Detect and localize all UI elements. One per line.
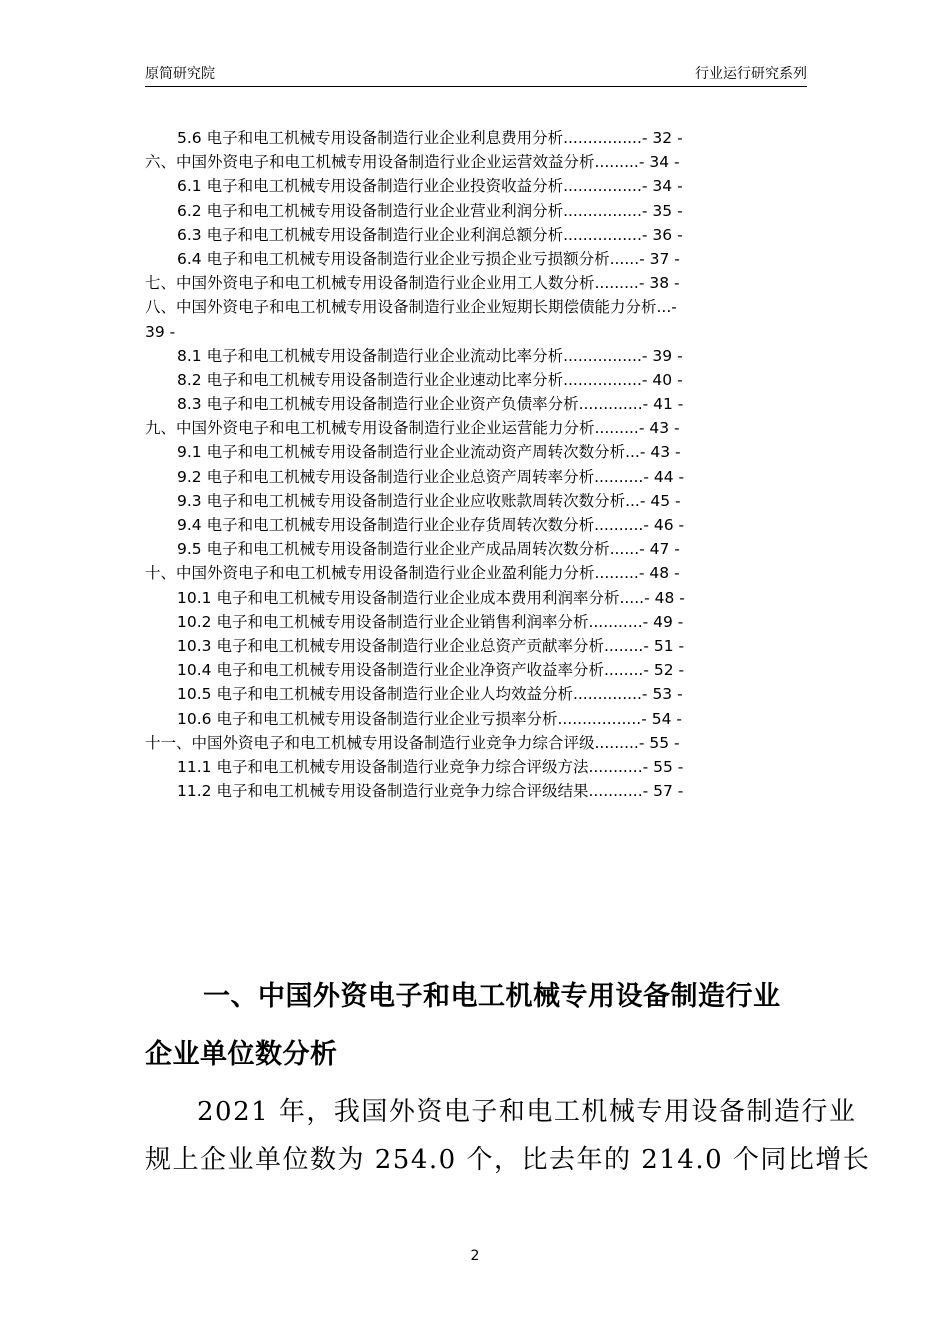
toc-entry[interactable]: 十一、中国外资电子和电工机械专用设备制造行业竞争力综合评级.........- 55 - [145, 733, 680, 752]
toc-entry[interactable]: 10.3 电子和电工机械专用设备制造行业企业总资产贡献率分析........- 51 - [177, 636, 685, 655]
header-series-name: 行业运行研究系列 [695, 66, 807, 82]
toc-entry[interactable]: 6.4 电子和电工机械专用设备制造行业企业亏损企业亏损额分析......- 37 - [177, 249, 680, 268]
toc-entry[interactable]: 9.3 电子和电工机械专用设备制造行业企业应收账款周转次数分析...- 45 - [177, 491, 681, 510]
body-paragraph [145, 1088, 871, 1184]
toc-entry[interactable]: 9.2 电子和电工机械专用设备制造行业企业总资产周转率分析..........- 44 - [177, 467, 685, 486]
toc-entry[interactable]: 10.1 电子和电工机械专用设备制造行业企业成本费用利润率分析.....- 48 - [177, 588, 685, 607]
toc-entry[interactable]: 11.2 电子和电工机械专用设备制造行业竞争力综合评级结果...........- 57 - [177, 782, 684, 801]
toc-entry[interactable]: 10.2 电子和电工机械专用设备制造行业企业销售利润率分析...........- 49 - [177, 612, 684, 631]
toc-entry[interactable]: 六、中国外资电子和电工机械专用设备制造行业企业运营效益分析.........- 34 - [145, 153, 680, 172]
toc-entry[interactable]: 七、中国外资电子和电工机械专用设备制造行业企业用工人数分析.........- 38 - [145, 274, 680, 293]
page-header [145, 64, 807, 87]
toc-entry[interactable]: 6.1 电子和电工机械专用设备制造行业企业投资收益分析................- 34 - [177, 177, 683, 196]
toc-entry[interactable]: 9.5 电子和电工机械专用设备制造行业企业产成品周转次数分析......- 47 - [177, 540, 680, 559]
body-paragraph-line-1: 2021 年，我国外资电子和电工机械专用设备制造行业 [197, 1097, 857, 1127]
toc-entry[interactable]: 5.6 电子和电工机械专用设备制造行业企业利息费用分析................- 32 - [177, 129, 683, 147]
toc-entry[interactable]: 39 - [145, 322, 176, 341]
toc-entry[interactable]: 8.1 电子和电工机械专用设备制造行业企业流动比率分析................- 39 - [177, 346, 683, 365]
toc-entry[interactable]: 10.6 电子和电工机械专用设备制造行业企业亏损率分析.................- 54 - [177, 709, 682, 728]
toc-entry[interactable]: 8.2 电子和电工机械专用设备制造行业企业速动比率分析................- 40 - [177, 370, 683, 389]
body-paragraph-line-2: 规上企业单位数为 254.0 个，比去年的 214.0 个同比增长 [145, 1145, 871, 1175]
toc-entry[interactable]: 10.4 电子和电工机械专用设备制造行业企业净资产收益率分析........- 52 - [177, 661, 685, 680]
toc-entry[interactable]: 6.3 电子和电工机械专用设备制造行业企业利润总额分析................- 36 - [177, 225, 683, 244]
section-heading-line-1: 一、中国外资电子和电工机械专用设备制造行业 [203, 981, 781, 1012]
toc-entry[interactable]: 10.5 电子和电工机械专用设备制造行业企业人均效益分析..............- 53 - [177, 685, 683, 704]
table-of-contents [145, 126, 807, 803]
toc-entry[interactable]: 9.4 电子和电工机械专用设备制造行业企业存货周转次数分析..........- 46 - [177, 516, 685, 534]
toc-entry[interactable]: 11.1 电子和电工机械专用设备制造行业竞争力综合评级方法...........- 55 - [177, 757, 684, 776]
toc-entry[interactable]: 八、中国外资电子和电工机械专用设备制造行业企业短期长期偿债能力分析...- [145, 298, 677, 317]
toc-entry[interactable]: 6.2 电子和电工机械专用设备制造行业企业营业利润分析................- 35 - [177, 201, 683, 220]
toc-entry[interactable]: 9.1 电子和电工机械专用设备制造行业企业流动资产周转次数分析...- 43 - [177, 443, 681, 462]
toc-entry[interactable]: 十、中国外资电子和电工机械专用设备制造行业企业盈利能力分析.........- 48 - [145, 564, 680, 583]
section-heading-line-2: 企业单位数分析 [145, 1039, 338, 1070]
page-number: 2 [470, 1248, 480, 1264]
toc-entry[interactable]: 九、中国外资电子和电工机械专用设备制造行业企业运营能力分析.........- 43 - [145, 419, 680, 438]
section-heading [145, 968, 807, 1084]
toc-entry[interactable]: 8.3 电子和电工机械专用设备制造行业企业资产负债率分析.............- 41 - [177, 395, 684, 414]
header-org-name: 原简研究院 [145, 66, 215, 82]
